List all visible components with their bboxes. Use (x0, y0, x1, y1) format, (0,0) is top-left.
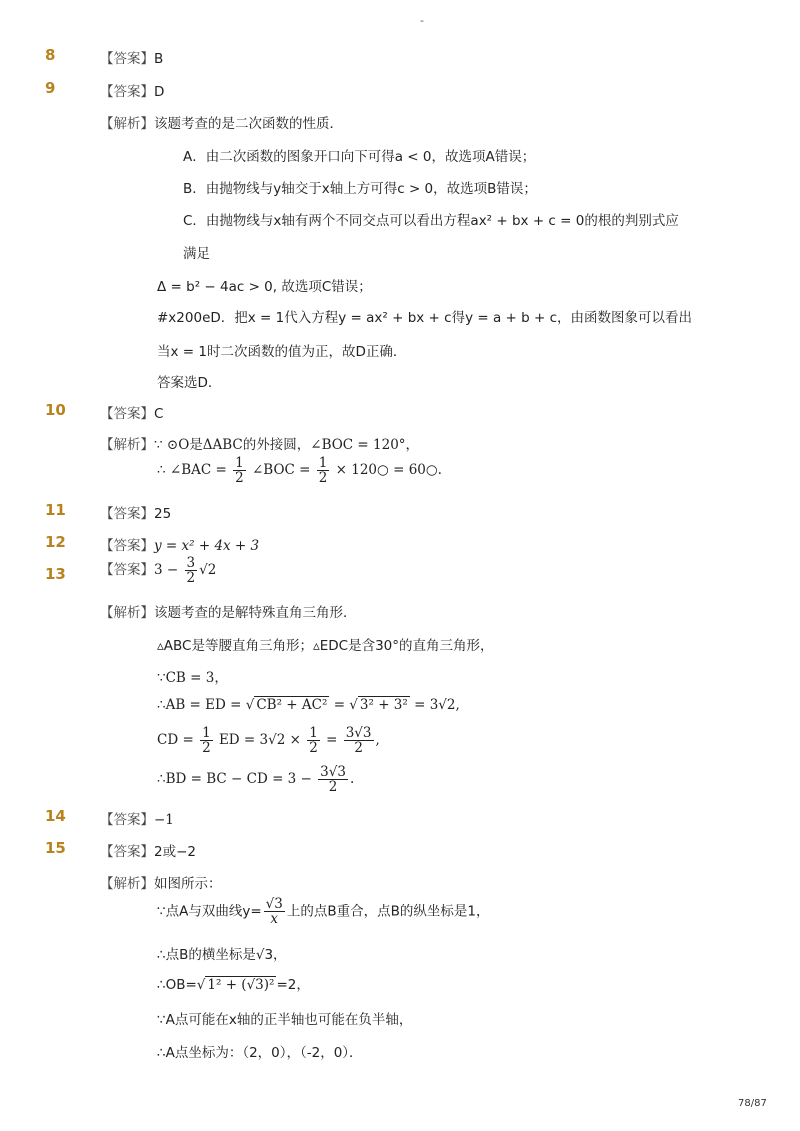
q15-line3 (157, 973, 310, 993)
answer-line-q11 (100, 502, 171, 522)
q13-line4-pre: CD = (157, 732, 194, 749)
analysis-tag: 【解析】 (100, 116, 154, 132)
q13-line3 (157, 697, 460, 713)
question-number-14: 14 (45, 807, 66, 825)
fraction-denominator: 2 (309, 740, 318, 757)
radicand: CB² + AC² (256, 697, 328, 713)
question-number-12: 12 (45, 533, 66, 551)
page-number: 78/87 (738, 1098, 767, 1109)
fraction-denominator: x (270, 911, 279, 928)
answer-line-q10 (100, 402, 163, 422)
fraction-numerator: 3√3 (320, 764, 346, 780)
radicand: 3² + 3² (359, 697, 408, 713)
analysis-intro: 该题考查的是二次函数的性质． (154, 116, 343, 132)
fraction-numerator: 1 (235, 455, 244, 471)
answer-tag: 【答案】 (100, 844, 154, 860)
answer-value: D (154, 84, 165, 100)
answer-line-q13 (100, 556, 216, 585)
answer-value: 2或−2 (154, 844, 196, 860)
answer-line-q15 (100, 840, 196, 860)
q9-option-d-line2: 当x = 1时二次函数的值为正，故D正确． (157, 344, 407, 360)
fraction-denominator: 2 (202, 740, 211, 757)
q13-line3-pre: ∴AB = ED = (157, 697, 242, 713)
fraction-numerator: 1 (309, 725, 318, 741)
half-fraction (317, 456, 330, 485)
q10-line1: ∵ ⊙O是ΔABC的外接圆，∠BOC = 120°， (154, 437, 420, 453)
q15-line4: ∵A点可能在x轴的正半轴也可能在负半轴， (157, 1012, 413, 1028)
question-number-11: 11 (45, 501, 66, 519)
q13-answer-pre: 3 − (154, 562, 179, 579)
answer-value: y = x² + 4x + 3 (154, 538, 260, 554)
q13-line4-mid: ED = 3√2 × (218, 732, 301, 749)
question-number-15: 15 (45, 839, 66, 857)
q9-option-c-line2: 满足 (183, 246, 210, 262)
q13-line2: ∵CB = 3， (157, 670, 228, 686)
question-number-10: 10 (45, 401, 66, 419)
fraction-denominator: 2 (328, 779, 338, 796)
answer-tag: 【答案】 (100, 538, 154, 554)
fraction-denominator: 2 (186, 570, 196, 587)
half-fraction (233, 456, 246, 485)
q9-option-a: A．由二次函数的图象开口向下可得a < 0，故选项A错误； (183, 149, 536, 165)
q15-line1 (157, 897, 489, 926)
q10-line2-mid: ∠BOC = (251, 462, 311, 479)
answer-tag: 【答案】 (100, 84, 154, 100)
q13-line5-post: . (349, 771, 355, 788)
q13-line4-fraction2 (344, 726, 374, 755)
answer-line-q14 (100, 808, 174, 828)
q15-line1-fraction (264, 897, 285, 926)
q13-line4-half (307, 726, 320, 755)
fraction-numerator: 3√3 (345, 725, 372, 741)
sqrt-expression: √ 1² + (√3)² (196, 977, 275, 993)
sqrt-expression: √ CB² + AC² (245, 697, 328, 713)
answer-tag: 【答案】 (100, 562, 154, 579)
q15-line1-post: 上的点B重合，点B的纵坐标是1， (286, 903, 490, 920)
answer-line-q8 (100, 47, 163, 67)
answer-value: 25 (154, 506, 172, 522)
q9-conclusion: 答案选D． (157, 375, 222, 391)
q13-line3-mid: = (333, 697, 345, 713)
fraction-numerator: 1 (202, 725, 211, 741)
analysis-intro: 如图所示： (154, 876, 222, 892)
answer-tag: 【答案】 (100, 51, 154, 67)
q13-line4 (157, 726, 380, 755)
q10-line2-post: × 120○ = 60○. (335, 462, 442, 479)
q15-line2: ∴点B的横坐标是√3， (157, 947, 287, 963)
q15-line3-post: =2， (276, 977, 310, 993)
q13-line1: ▵ABC是等腰直角三角形；▵EDC是含30°的直角三角形， (157, 638, 494, 654)
fraction-denominator: 2 (235, 470, 244, 487)
q13-line4-fraction (200, 726, 213, 755)
question-number-8: 8 (45, 46, 56, 64)
q9-option-c-line1: C．由抛物线与x轴有两个不同交点可以看出方程ax² + bx + c = 0的根的判别式应 (183, 213, 679, 229)
q13-line5-fraction (318, 765, 348, 794)
analysis-tag: 【解析】 (100, 437, 154, 453)
q9-option-c-line3: Δ = b² − 4ac > 0, 故选项C错误； (157, 279, 372, 295)
fraction-denominator: 2 (318, 470, 328, 487)
q13-line4-eq: = (326, 732, 338, 749)
fraction-numerator: 3 (186, 555, 196, 571)
answer-value: −1 (154, 812, 174, 828)
fraction-numerator: 1 (318, 455, 328, 471)
answer-line-q12 (100, 534, 259, 554)
q13-line3-post: = 3√2, (414, 697, 460, 713)
answer-value: C (154, 406, 164, 422)
q15-line5: ∴A点坐标为：（2，0），（-2，0）． (157, 1045, 363, 1061)
question-number-9: 9 (45, 79, 56, 97)
q13-answer-post: √2 (199, 562, 217, 579)
q15-line1-pre: ∵点A与双曲线y= (157, 903, 262, 920)
q13-line5 (157, 765, 354, 794)
answer-tag: 【答案】 (100, 812, 154, 828)
q13-answer-fraction (185, 556, 198, 585)
analysis-tag: 【解析】 (100, 605, 154, 621)
answer-value: B (154, 51, 164, 67)
analysis-line-q9 (100, 112, 343, 132)
header-mark: - (420, 14, 424, 27)
radicand: 1² + (√3)² (207, 977, 275, 993)
answer-line-q9 (100, 80, 164, 100)
q9-option-d-line1: #x200eD．把x = 1代入方程y = ax² + bx + c得y = a + b + c，由函数图象可以看出 (157, 310, 693, 326)
analysis-line-q10 (100, 433, 419, 453)
q10-line2 (157, 456, 442, 485)
question-number-13: 13 (45, 565, 66, 583)
sqrt-expression: √ 3² + 3² (349, 697, 408, 713)
q13-line4-post: , (375, 732, 380, 749)
q9-option-b: B．由抛物线与y轴交于x轴上方可得c > 0，故选项B错误； (183, 181, 537, 197)
q10-line2-pre: ∴ ∠BAC = (157, 462, 227, 479)
analysis-line-q13 (100, 601, 357, 621)
analysis-tag: 【解析】 (100, 876, 154, 892)
analysis-intro: 该题考查的是解特殊直角三角形． (154, 605, 357, 621)
fraction-numerator: √3 (265, 896, 283, 912)
answer-tag: 【答案】 (100, 506, 154, 522)
q13-line5-pre: ∴BD = BC − CD = 3 − (157, 771, 312, 788)
fraction-denominator: 2 (354, 740, 363, 757)
answer-tag: 【答案】 (100, 406, 154, 422)
analysis-line-q15 (100, 872, 222, 892)
q15-line3-pre: ∴OB= (157, 977, 197, 993)
